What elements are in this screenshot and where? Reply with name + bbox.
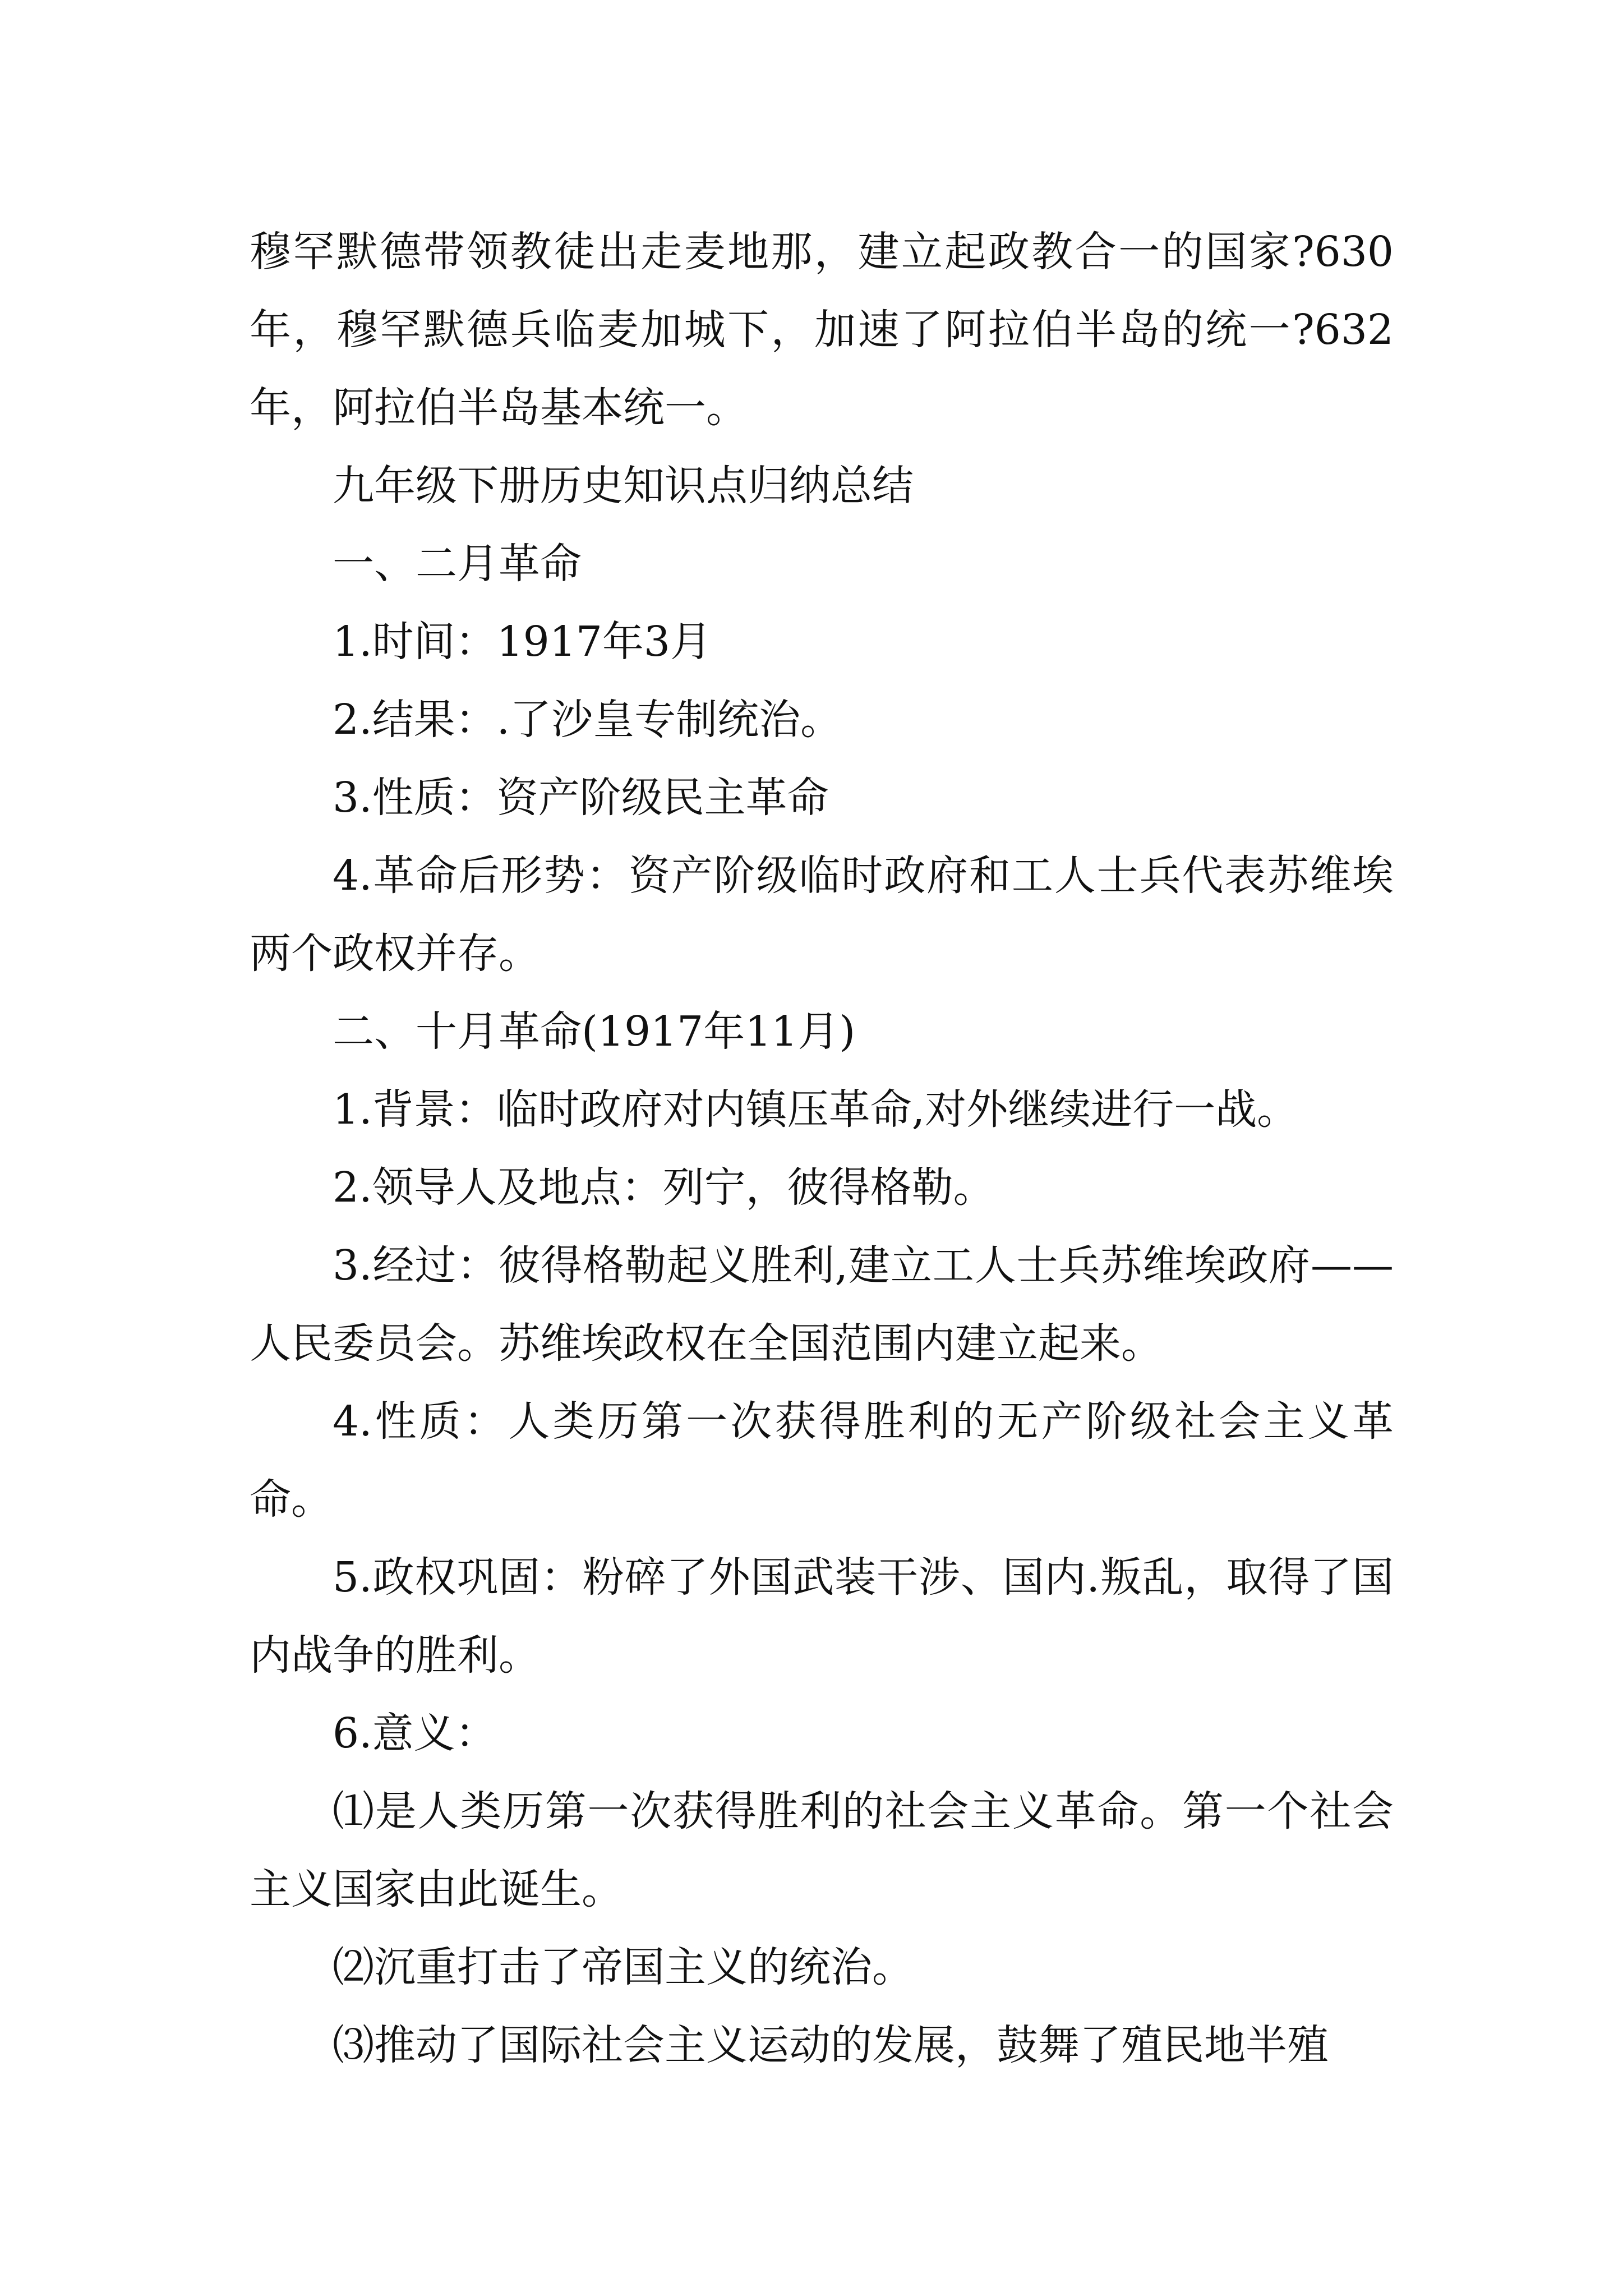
paragraph: 1.背景：临时政府对内镇压革命,对外继续进行一战。 <box>333 1085 1299 1134</box>
paragraph: 4.革命后形势：资产阶级临时政府和工人士兵代表苏维埃两个政权并存。 <box>250 852 1394 978</box>
paragraph: ⑵沉重打击了帝国主义的统治。 <box>333 1943 914 1991</box>
paragraph: 2.领导人及地点：列宁，彼得格勒。 <box>333 1163 995 1212</box>
paragraph: 穆罕默德带领教徒出走麦地那，建立起政教合一的国家?630年，穆罕默德兵临麦加城下，加速了阿拉伯半岛的统一?632年，阿拉伯半岛基本统一。 <box>250 228 1394 432</box>
paragraph: 3.性质：资产阶级民主革命 <box>333 774 829 822</box>
paragraph: 5.政权巩固：粉碎了外国武装干涉、国内.叛乱，取得了国内战争的胜利。 <box>250 1553 1394 1680</box>
section-heading: 二、十月革命(1917年11月) <box>333 1007 856 1056</box>
paragraph: 3.经过：彼得格勒起义胜利,建立工人士兵苏维埃政府——人民委员会。苏维埃政权在全国范围内建立起来。 <box>250 1241 1394 1368</box>
paragraph: 4.性质：人类历第一次获得胜利的无产阶级社会主义革命。 <box>250 1397 1394 1524</box>
paragraph: 1.时间：1917年3月 <box>333 618 712 666</box>
paragraph: ⑶推动了国际社会主义运动的发展，鼓舞了殖民地半殖 <box>333 2021 1329 2069</box>
paragraph: 2.结果：.了沙皇专制统治。 <box>333 696 842 744</box>
document-body <box>250 213 1394 2085</box>
paragraph: ⑴是人类历第一次获得胜利的社会主义革命。第一个社会主义国家由此诞生。 <box>250 1787 1394 1913</box>
section-heading: 一、二月革命 <box>333 540 582 588</box>
paragraph: 6.意义： <box>333 1709 497 1757</box>
section-heading: 九年级下册历史知识点归纳总结 <box>333 462 914 510</box>
